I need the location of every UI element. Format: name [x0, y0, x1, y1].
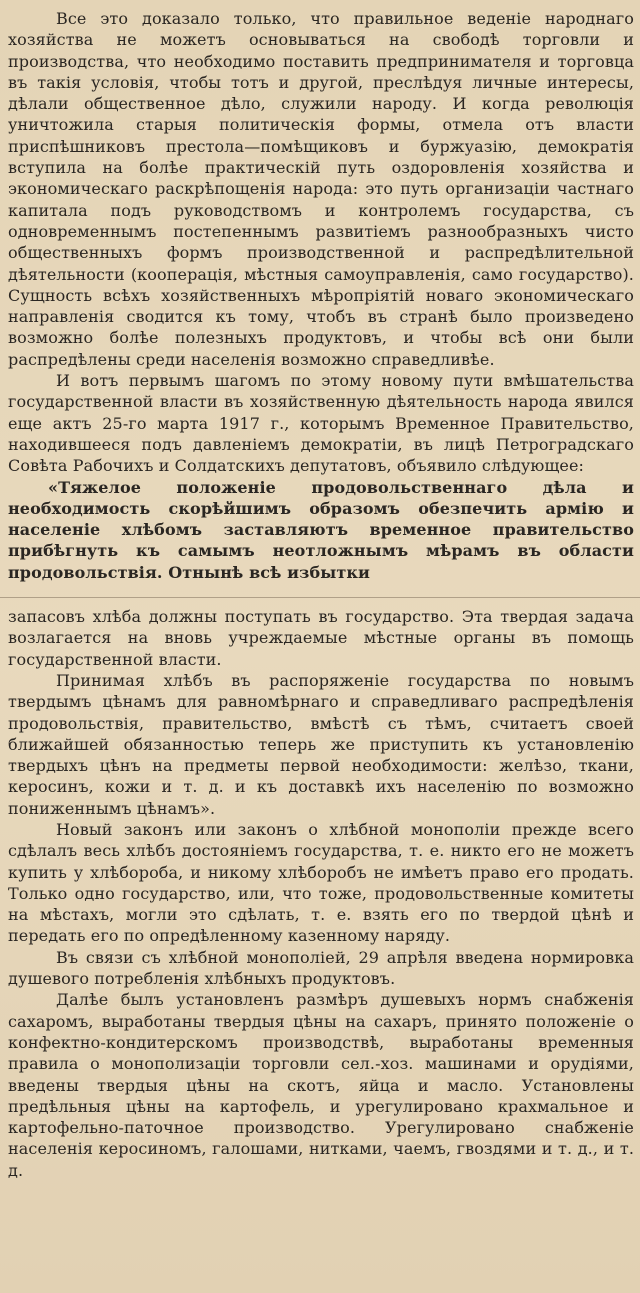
paragraph-6: Въ связи съ хлѣбной монополіей, 29 апрѣля введена нормировка душевого потребленія хлѣбныхъ продуктовъ. — [8, 947, 634, 989]
paragraph-5: Новый законъ или законъ о хлѣбной монополіи прежде всего сдѣлалъ весь хлѣбъ достояніемъ государства, т. е. никто его не можетъ купить у хлѣбороба, и никому хлѣборобъ не имѣетъ право его продать. Только одно государство, или, что тоже, продовольственные комитеты на мѣстахъ, могли это сдѣлать, т. е. взять его по твердой цѣнѣ и передать его по опредѣленному казенному наряду. — [8, 819, 634, 946]
paragraph-7: Далѣе былъ установленъ размѣръ душевыхъ нормъ снабженія сахаромъ, выработаны твердыя цѣны на сахаръ, принято положеніе о конфектно-кондитерскомъ производствѣ, выработаны временныя правила о монополизаціи торговли сел.-хоз. машинами и орудіями, введены твердыя цѣны на скотъ, яйца и масло. Установлены предѣльныя цѣны на картофель, и урегулировано крахмальное и картофельно-паточное производство. Урегулировано снабженіе населенія керосиномъ, галошами, нитками, чаемъ, гвоздями и т. д., и т. д. — [8, 990, 634, 1180]
paragraph-1: Все это доказало только, что правильное веденіе народнаго хозяйства не можетъ основываться на свободѣ торговли и производства, что необходимо поставить предпринимателя и торговца въ такія условія, чтобы тотъ и другой, преслѣдуя личные интересы, дѣлали общественное дѣло, служили народу. И когда революція уничтожила старыя политическія формы, отмела отъ власти приспѣшниковъ престола—помѣщиковъ и буржуазію, демократія вступила на болѣе практическій путь оздоровленія хозяйства и экономическаго раскрѣпощенія народа: это путь организаціи частнаго капитала подъ руководствомъ и контролемъ государства, съ одновременнымъ постепеннымъ развитіемъ разнообразныхъ чисто общественныхъ формъ производственной и распредѣлительной дѣятельности (кооперація, мѣстныя самоуправленія, само государство). Сущность всѣхъ хозяйственныхъ мѣропріятій новаго экономическаго направленія сводится къ тому, чтобъ въ странѣ было произведено возможно болѣе полезныхъ продуктовъ, и чтобы всѣ они были распредѣлены среди населенія возможно справедливѣе. — [8, 9, 634, 369]
cropped-line-fragment — [8, 0, 634, 8]
paragraph-2: И вотъ первымъ шагомъ по этому новому пути вмѣшательства государственной власти въ хозяйственную дѣятельность народа явился еще актъ 25-го марта 1917 г., которымъ Временное Правительство, находившееся подъ давленіемъ демократіи, въ лицѣ Петроградскаго Совѣта Рабочихъ и Солдатскихъ депутатовъ, объявило слѣдующее: — [8, 371, 634, 476]
paragraph-3: запасовъ хлѣба должны поступать въ государство. Эта твердая задача возлагается на вновь учреждаемые мѣстные органы въ помощь государственной власти. — [8, 607, 634, 669]
paragraph-4: Принимая хлѣбъ въ распоряженіе государства по новымъ твердымъ цѣнамъ для равномѣрнаго и справедливаго распредѣленія продовольствія, правительство, вмѣстѣ съ тѣмъ, считаетъ своей ближайшей обязанностью теперь же приступить къ установленію твердыхъ цѣнъ на предметы первой необходимости: желѣзо, ткани, керосинъ, кожи и т. д. и къ доставкѣ ихъ населенію по возможно пониженнымъ цѣнамъ». — [8, 670, 634, 818]
decree-quote: «Тяжелое положеніе продовольственнаго дѣла и необходимость скорѣйшимъ образомъ обезпечить армію и населеніе хлѣбомъ заставляютъ временное правительство прибѣгнуть къ самымъ неотложнымъ мѣрамъ въ области продовольствія. Отнынѣ всѣ избытки — [8, 477, 634, 582]
page-divider — [0, 597, 640, 598]
